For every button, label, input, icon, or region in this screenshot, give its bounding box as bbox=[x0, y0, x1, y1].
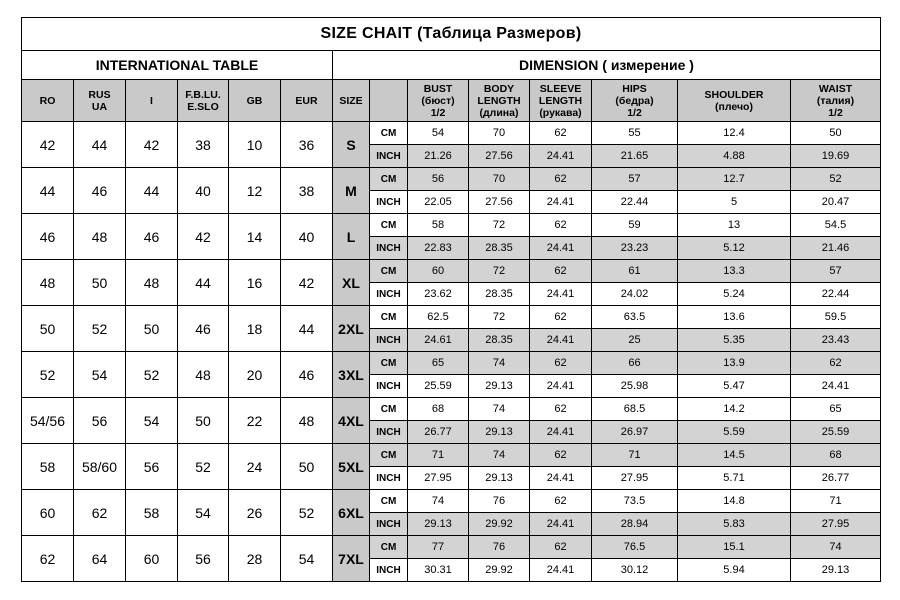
size-label-cell: 7XL bbox=[333, 536, 370, 582]
header-size: SIZE bbox=[333, 80, 370, 122]
waist-inch-cell: 27.95 bbox=[791, 513, 881, 536]
intl-fblu-eslo-cell: 52 bbox=[178, 444, 229, 490]
unit-cm-label: CM bbox=[370, 490, 408, 513]
hips-inch-cell: 21.65 bbox=[592, 145, 678, 168]
size-label-cell: L bbox=[333, 214, 370, 260]
bust-cm-cell: 58 bbox=[408, 214, 469, 237]
unit-inch-label: INCH bbox=[370, 283, 408, 306]
header-unit-blank bbox=[370, 80, 408, 122]
size-label-cell: M bbox=[333, 168, 370, 214]
intl-rus-ua-cell: 62 bbox=[74, 490, 126, 536]
intl-gb-cell: 20 bbox=[229, 352, 281, 398]
waist-cm-cell: 52 bbox=[791, 168, 881, 191]
sleeve-length-cm-cell: 62 bbox=[530, 398, 592, 421]
waist-inch-cell: 20.47 bbox=[791, 191, 881, 214]
bust-inch-cell: 27.95 bbox=[408, 467, 469, 490]
bust-cm-cell: 68 bbox=[408, 398, 469, 421]
body-length-inch-cell: 29.92 bbox=[469, 559, 530, 582]
intl-rus-ua-cell: 46 bbox=[74, 168, 126, 214]
size-label-cell: 5XL bbox=[333, 444, 370, 490]
hips-cm-cell: 61 bbox=[592, 260, 678, 283]
body-length-cm-cell: 76 bbox=[469, 490, 530, 513]
unit-inch-label: INCH bbox=[370, 559, 408, 582]
waist-inch-cell: 26.77 bbox=[791, 467, 881, 490]
shoulder-cm-cell: 14.2 bbox=[678, 398, 791, 421]
hips-cm-cell: 73.5 bbox=[592, 490, 678, 513]
sleeve-length-cm-cell: 62 bbox=[530, 490, 592, 513]
intl-i-cell: 50 bbox=[126, 306, 178, 352]
hips-inch-cell: 24.02 bbox=[592, 283, 678, 306]
body-length-inch-cell: 28.35 bbox=[469, 237, 530, 260]
intl-gb-cell: 28 bbox=[229, 536, 281, 582]
intl-ro-cell: 52 bbox=[22, 352, 74, 398]
waist-cm-cell: 57 bbox=[791, 260, 881, 283]
intl-gb-cell: 12 bbox=[229, 168, 281, 214]
hips-inch-cell: 25.98 bbox=[592, 375, 678, 398]
unit-inch-label: INCH bbox=[370, 421, 408, 444]
bust-inch-cell: 22.05 bbox=[408, 191, 469, 214]
intl-fblu-eslo-cell: 42 bbox=[178, 214, 229, 260]
body-length-inch-cell: 29.92 bbox=[469, 513, 530, 536]
unit-cm-label: CM bbox=[370, 352, 408, 375]
intl-gb-cell: 26 bbox=[229, 490, 281, 536]
hips-cm-cell: 76.5 bbox=[592, 536, 678, 559]
unit-inch-label: INCH bbox=[370, 145, 408, 168]
intl-fblu-eslo-cell: 56 bbox=[178, 536, 229, 582]
shoulder-cm-cell: 13.6 bbox=[678, 306, 791, 329]
size-label-cell: 4XL bbox=[333, 398, 370, 444]
body-length-inch-cell: 29.13 bbox=[469, 421, 530, 444]
size-label-cell: 6XL bbox=[333, 490, 370, 536]
hips-inch-cell: 26.97 bbox=[592, 421, 678, 444]
intl-gb-cell: 22 bbox=[229, 398, 281, 444]
unit-cm-label: CM bbox=[370, 444, 408, 467]
shoulder-inch-cell: 5.94 bbox=[678, 559, 791, 582]
bust-cm-cell: 74 bbox=[408, 490, 469, 513]
sleeve-length-inch-cell: 24.41 bbox=[530, 375, 592, 398]
bust-inch-cell: 30.31 bbox=[408, 559, 469, 582]
table-row bbox=[22, 352, 881, 375]
intl-i-cell: 52 bbox=[126, 352, 178, 398]
bust-cm-cell: 65 bbox=[408, 352, 469, 375]
international-table-label: INTERNATIONAL TABLE bbox=[22, 51, 333, 80]
body-length-inch-cell: 27.56 bbox=[469, 145, 530, 168]
intl-ro-cell: 46 bbox=[22, 214, 74, 260]
waist-inch-cell: 19.69 bbox=[791, 145, 881, 168]
sleeve-length-inch-cell: 24.41 bbox=[530, 329, 592, 352]
sleeve-length-inch-cell: 24.41 bbox=[530, 467, 592, 490]
bust-inch-cell: 24.61 bbox=[408, 329, 469, 352]
body-length-cm-cell: 70 bbox=[469, 122, 530, 145]
shoulder-inch-cell: 5.71 bbox=[678, 467, 791, 490]
intl-ro-cell: 58 bbox=[22, 444, 74, 490]
table-row bbox=[22, 214, 881, 237]
intl-eur-cell: 48 bbox=[281, 398, 333, 444]
intl-fblu-eslo-cell: 40 bbox=[178, 168, 229, 214]
bust-cm-cell: 77 bbox=[408, 536, 469, 559]
shoulder-cm-cell: 15.1 bbox=[678, 536, 791, 559]
hips-cm-cell: 59 bbox=[592, 214, 678, 237]
waist-inch-cell: 22.44 bbox=[791, 283, 881, 306]
size-label-cell: XL bbox=[333, 260, 370, 306]
sleeve-length-inch-cell: 24.41 bbox=[530, 145, 592, 168]
table-row bbox=[22, 536, 881, 559]
waist-inch-cell: 21.46 bbox=[791, 237, 881, 260]
sleeve-length-cm-cell: 62 bbox=[530, 122, 592, 145]
intl-eur-cell: 36 bbox=[281, 122, 333, 168]
sleeve-length-cm-cell: 62 bbox=[530, 214, 592, 237]
unit-cm-label: CM bbox=[370, 306, 408, 329]
intl-i-cell: 56 bbox=[126, 444, 178, 490]
bust-cm-cell: 62.5 bbox=[408, 306, 469, 329]
shoulder-cm-cell: 13 bbox=[678, 214, 791, 237]
shoulder-inch-cell: 5.83 bbox=[678, 513, 791, 536]
hips-cm-cell: 55 bbox=[592, 122, 678, 145]
intl-fblu-eslo-cell: 50 bbox=[178, 398, 229, 444]
waist-cm-cell: 65 bbox=[791, 398, 881, 421]
bust-cm-cell: 71 bbox=[408, 444, 469, 467]
waist-inch-cell: 24.41 bbox=[791, 375, 881, 398]
unit-cm-label: CM bbox=[370, 214, 408, 237]
waist-cm-cell: 54.5 bbox=[791, 214, 881, 237]
sleeve-length-inch-cell: 24.41 bbox=[530, 191, 592, 214]
intl-fblu-eslo-cell: 54 bbox=[178, 490, 229, 536]
table-row bbox=[22, 398, 881, 421]
intl-eur-cell: 40 bbox=[281, 214, 333, 260]
intl-i-cell: 54 bbox=[126, 398, 178, 444]
body-length-inch-cell: 29.13 bbox=[469, 467, 530, 490]
shoulder-inch-cell: 5 bbox=[678, 191, 791, 214]
shoulder-cm-cell: 13.9 bbox=[678, 352, 791, 375]
hips-inch-cell: 22.44 bbox=[592, 191, 678, 214]
body-length-inch-cell: 27.56 bbox=[469, 191, 530, 214]
intl-eur-cell: 46 bbox=[281, 352, 333, 398]
unit-inch-label: INCH bbox=[370, 467, 408, 490]
shoulder-inch-cell: 5.59 bbox=[678, 421, 791, 444]
intl-rus-ua-cell: 48 bbox=[74, 214, 126, 260]
hips-cm-cell: 71 bbox=[592, 444, 678, 467]
shoulder-inch-cell: 5.12 bbox=[678, 237, 791, 260]
body-length-cm-cell: 74 bbox=[469, 352, 530, 375]
hips-inch-cell: 28.94 bbox=[592, 513, 678, 536]
intl-i-cell: 48 bbox=[126, 260, 178, 306]
intl-rus-ua-cell: 54 bbox=[74, 352, 126, 398]
intl-i-cell: 44 bbox=[126, 168, 178, 214]
hips-inch-cell: 25 bbox=[592, 329, 678, 352]
unit-cm-label: CM bbox=[370, 536, 408, 559]
sleeve-length-cm-cell: 62 bbox=[530, 306, 592, 329]
hips-cm-cell: 57 bbox=[592, 168, 678, 191]
hips-cm-cell: 66 bbox=[592, 352, 678, 375]
intl-ro-cell: 60 bbox=[22, 490, 74, 536]
shoulder-cm-cell: 13.3 bbox=[678, 260, 791, 283]
bust-inch-cell: 21.26 bbox=[408, 145, 469, 168]
shoulder-cm-cell: 12.7 bbox=[678, 168, 791, 191]
body-length-inch-cell: 28.35 bbox=[469, 283, 530, 306]
unit-inch-label: INCH bbox=[370, 375, 408, 398]
header-rus-ua: RUS UA bbox=[74, 80, 126, 122]
intl-gb-cell: 14 bbox=[229, 214, 281, 260]
unit-cm-label: CM bbox=[370, 168, 408, 191]
intl-gb-cell: 16 bbox=[229, 260, 281, 306]
intl-rus-ua-cell: 56 bbox=[74, 398, 126, 444]
intl-rus-ua-cell: 58/60 bbox=[74, 444, 126, 490]
body-length-cm-cell: 76 bbox=[469, 536, 530, 559]
body-length-cm-cell: 74 bbox=[469, 444, 530, 467]
intl-ro-cell: 54/56 bbox=[22, 398, 74, 444]
intl-i-cell: 58 bbox=[126, 490, 178, 536]
header-bust: BUST (бюст) 1/2 bbox=[408, 80, 469, 122]
waist-cm-cell: 71 bbox=[791, 490, 881, 513]
body-length-inch-cell: 28.35 bbox=[469, 329, 530, 352]
header-gb: GB bbox=[229, 80, 281, 122]
bust-inch-cell: 25.59 bbox=[408, 375, 469, 398]
intl-fblu-eslo-cell: 44 bbox=[178, 260, 229, 306]
intl-ro-cell: 62 bbox=[22, 536, 74, 582]
unit-inch-label: INCH bbox=[370, 191, 408, 214]
sleeve-length-inch-cell: 24.41 bbox=[530, 513, 592, 536]
header-ro: RO bbox=[22, 80, 74, 122]
header-fblu-eslo: F.B.LU. E.SLO bbox=[178, 80, 229, 122]
intl-eur-cell: 54 bbox=[281, 536, 333, 582]
intl-rus-ua-cell: 50 bbox=[74, 260, 126, 306]
size-label-cell: 3XL bbox=[333, 352, 370, 398]
shoulder-cm-cell: 14.8 bbox=[678, 490, 791, 513]
hips-inch-cell: 23.23 bbox=[592, 237, 678, 260]
shoulder-cm-cell: 14.5 bbox=[678, 444, 791, 467]
sleeve-length-cm-cell: 62 bbox=[530, 536, 592, 559]
body-length-cm-cell: 70 bbox=[469, 168, 530, 191]
unit-inch-label: INCH bbox=[370, 237, 408, 260]
header-shoulder: SHOULDER (плечо) bbox=[678, 80, 791, 122]
body-length-cm-cell: 72 bbox=[469, 306, 530, 329]
intl-eur-cell: 50 bbox=[281, 444, 333, 490]
intl-fblu-eslo-cell: 48 bbox=[178, 352, 229, 398]
sleeve-length-inch-cell: 24.41 bbox=[530, 421, 592, 444]
header-waist: WAIST (талия) 1/2 bbox=[791, 80, 881, 122]
waist-inch-cell: 25.59 bbox=[791, 421, 881, 444]
unit-inch-label: INCH bbox=[370, 329, 408, 352]
intl-eur-cell: 44 bbox=[281, 306, 333, 352]
sleeve-length-inch-cell: 24.41 bbox=[530, 559, 592, 582]
hips-inch-cell: 30.12 bbox=[592, 559, 678, 582]
hips-inch-cell: 27.95 bbox=[592, 467, 678, 490]
body-length-cm-cell: 74 bbox=[469, 398, 530, 421]
shoulder-inch-cell: 5.24 bbox=[678, 283, 791, 306]
intl-gb-cell: 18 bbox=[229, 306, 281, 352]
bust-inch-cell: 23.62 bbox=[408, 283, 469, 306]
intl-eur-cell: 42 bbox=[281, 260, 333, 306]
intl-gb-cell: 10 bbox=[229, 122, 281, 168]
shoulder-cm-cell: 12.4 bbox=[678, 122, 791, 145]
bust-inch-cell: 26.77 bbox=[408, 421, 469, 444]
unit-inch-label: INCH bbox=[370, 513, 408, 536]
column-header-row bbox=[22, 80, 881, 122]
unit-cm-label: CM bbox=[370, 260, 408, 283]
unit-cm-label: CM bbox=[370, 398, 408, 421]
intl-i-cell: 46 bbox=[126, 214, 178, 260]
header-eur: EUR bbox=[281, 80, 333, 122]
sleeve-length-inch-cell: 24.41 bbox=[530, 237, 592, 260]
header-hips: HIPS (бедра) 1/2 bbox=[592, 80, 678, 122]
bust-inch-cell: 22.83 bbox=[408, 237, 469, 260]
hips-cm-cell: 68.5 bbox=[592, 398, 678, 421]
dimension-label: DIMENSION ( измерение ) bbox=[333, 51, 881, 80]
header-sleeve-length: SLEEVE LENGTH (рукава) bbox=[530, 80, 592, 122]
table-row bbox=[22, 122, 881, 145]
table-row bbox=[22, 260, 881, 283]
sleeve-length-cm-cell: 62 bbox=[530, 168, 592, 191]
sleeve-length-cm-cell: 62 bbox=[530, 444, 592, 467]
sleeve-length-cm-cell: 62 bbox=[530, 260, 592, 283]
bust-cm-cell: 60 bbox=[408, 260, 469, 283]
chart-title: SIZE CHAIT (Таблица Размеров) bbox=[22, 18, 881, 51]
size-chart-table bbox=[21, 17, 881, 582]
table-row bbox=[22, 444, 881, 467]
shoulder-inch-cell: 5.35 bbox=[678, 329, 791, 352]
intl-ro-cell: 44 bbox=[22, 168, 74, 214]
header-body-length: BODY LENGTH (длина) bbox=[469, 80, 530, 122]
body-length-cm-cell: 72 bbox=[469, 214, 530, 237]
intl-i-cell: 42 bbox=[126, 122, 178, 168]
waist-inch-cell: 29.13 bbox=[791, 559, 881, 582]
body-length-inch-cell: 29.13 bbox=[469, 375, 530, 398]
intl-ro-cell: 48 bbox=[22, 260, 74, 306]
intl-eur-cell: 38 bbox=[281, 168, 333, 214]
intl-fblu-eslo-cell: 46 bbox=[178, 306, 229, 352]
waist-inch-cell: 23.43 bbox=[791, 329, 881, 352]
header-i: I bbox=[126, 80, 178, 122]
bust-inch-cell: 29.13 bbox=[408, 513, 469, 536]
shoulder-inch-cell: 5.47 bbox=[678, 375, 791, 398]
size-label-cell: 2XL bbox=[333, 306, 370, 352]
size-label-cell: S bbox=[333, 122, 370, 168]
waist-cm-cell: 62 bbox=[791, 352, 881, 375]
intl-rus-ua-cell: 44 bbox=[74, 122, 126, 168]
waist-cm-cell: 74 bbox=[791, 536, 881, 559]
bust-cm-cell: 56 bbox=[408, 168, 469, 191]
shoulder-inch-cell: 4.88 bbox=[678, 145, 791, 168]
hips-cm-cell: 63.5 bbox=[592, 306, 678, 329]
intl-ro-cell: 50 bbox=[22, 306, 74, 352]
intl-fblu-eslo-cell: 38 bbox=[178, 122, 229, 168]
table-row bbox=[22, 490, 881, 513]
unit-cm-label: CM bbox=[370, 122, 408, 145]
intl-rus-ua-cell: 52 bbox=[74, 306, 126, 352]
intl-eur-cell: 52 bbox=[281, 490, 333, 536]
table-row bbox=[22, 306, 881, 329]
sleeve-length-inch-cell: 24.41 bbox=[530, 283, 592, 306]
waist-cm-cell: 50 bbox=[791, 122, 881, 145]
waist-cm-cell: 68 bbox=[791, 444, 881, 467]
bust-cm-cell: 54 bbox=[408, 122, 469, 145]
intl-i-cell: 60 bbox=[126, 536, 178, 582]
intl-rus-ua-cell: 64 bbox=[74, 536, 126, 582]
intl-ro-cell: 42 bbox=[22, 122, 74, 168]
intl-gb-cell: 24 bbox=[229, 444, 281, 490]
waist-cm-cell: 59.5 bbox=[791, 306, 881, 329]
sleeve-length-cm-cell: 62 bbox=[530, 352, 592, 375]
body-length-cm-cell: 72 bbox=[469, 260, 530, 283]
table-row bbox=[22, 168, 881, 191]
